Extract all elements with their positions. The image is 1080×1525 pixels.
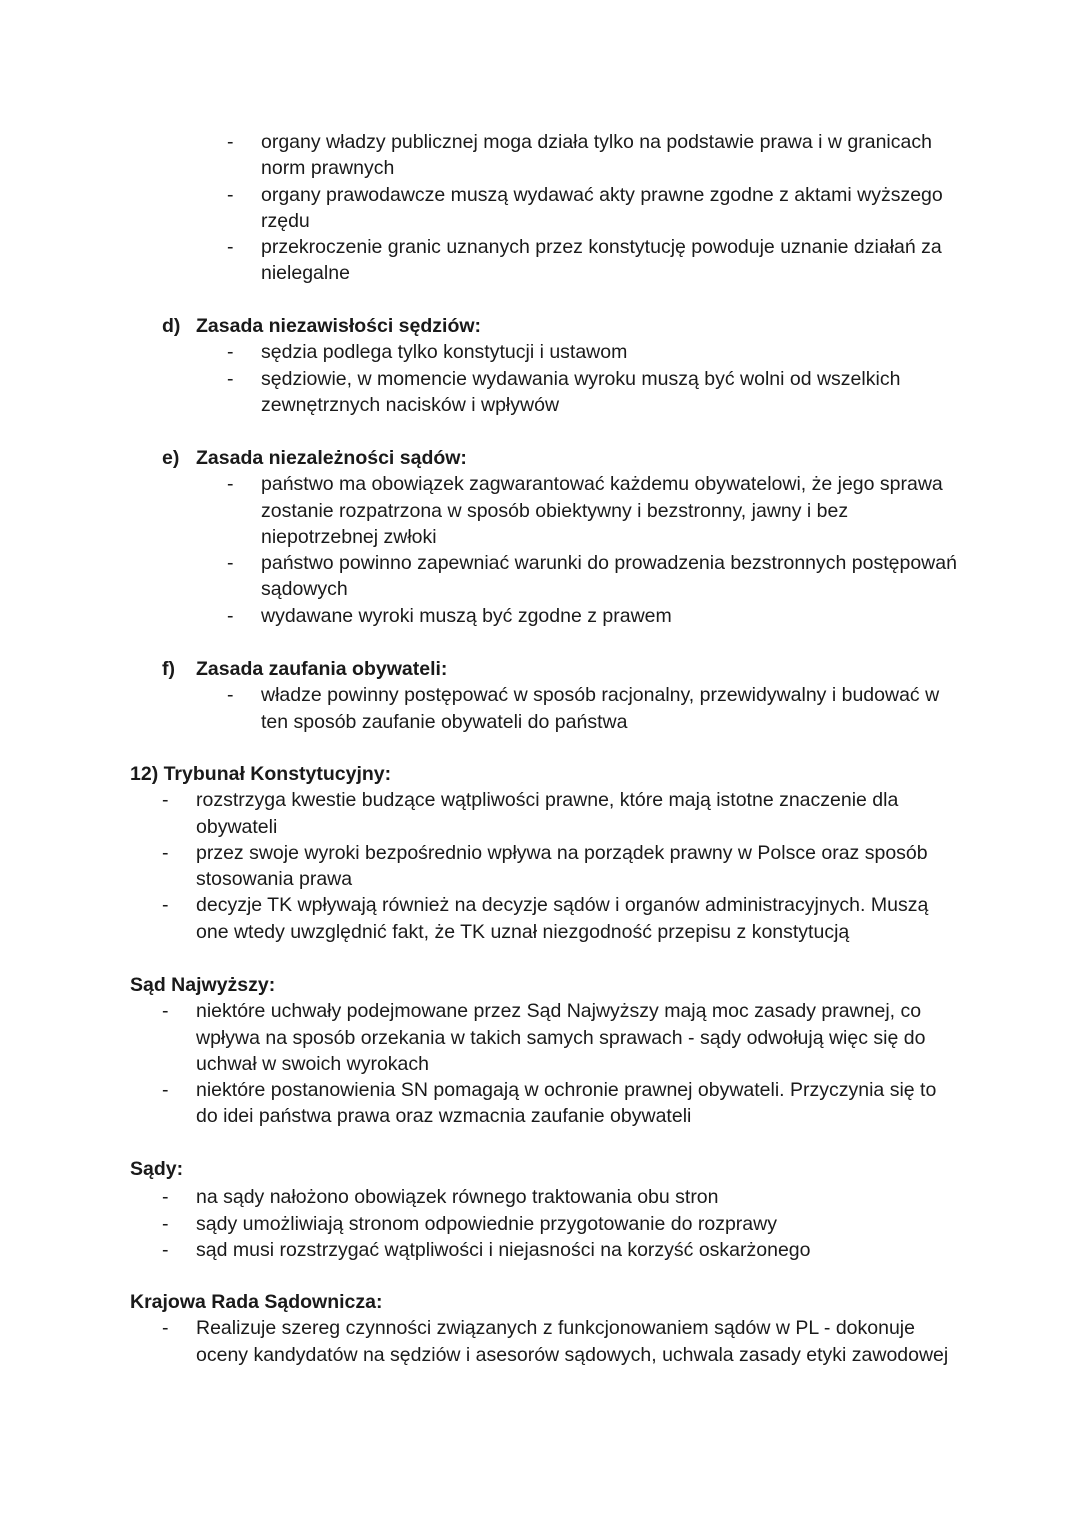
list-item bbox=[0, 840, 1080, 893]
list-item-text: wydawane wyroki muszą być zgodne z prawem bbox=[261, 604, 672, 627]
subsection-e bbox=[0, 445, 1080, 629]
list-item bbox=[0, 603, 1080, 629]
section-krs bbox=[0, 1289, 1080, 1368]
list-item bbox=[0, 182, 1080, 235]
bullet-dash: - bbox=[162, 789, 169, 812]
subsection-heading bbox=[0, 656, 1080, 682]
section-title: 12) Trybunał Konstytucyjny: bbox=[130, 763, 392, 785]
bullet-dash: - bbox=[162, 1000, 169, 1023]
bullet-dash: - bbox=[227, 131, 234, 153]
section-title: Krajowa Rada Sądownicza: bbox=[130, 1291, 383, 1313]
bullet-dash: - bbox=[162, 1238, 169, 1261]
bullet-dash: - bbox=[162, 1317, 169, 1340]
subsection-heading bbox=[0, 445, 1080, 471]
list-item bbox=[0, 1077, 1080, 1130]
list-item bbox=[0, 366, 1080, 419]
list-item bbox=[0, 1315, 1080, 1368]
list-item-text: państwo powinno zapewniać warunki do prowadzenia bezstronnych postępowań sądowych bbox=[261, 552, 957, 601]
list-item-text: władze powinny postępować w sposób racjonalny, przewidywalny i budować w ten sposób zaufanie obywateli do państwa bbox=[261, 684, 940, 733]
bullet-dash: - bbox=[162, 1079, 169, 1102]
bullet-dash: - bbox=[162, 894, 169, 917]
bullet-dash: - bbox=[227, 552, 234, 575]
subsection-letter: f) bbox=[162, 658, 175, 680]
bullet-dash: - bbox=[227, 473, 234, 496]
list-item bbox=[0, 787, 1080, 840]
section-sad-najwyzszy bbox=[0, 972, 1080, 1130]
bullet-dash: - bbox=[162, 841, 169, 864]
bullet-dash: - bbox=[227, 367, 234, 390]
list-item-text: organy prawodawcze muszą wydawać akty prawne zgodne z aktami wyższego rzędu bbox=[261, 183, 943, 232]
section-trybunal bbox=[0, 761, 1080, 945]
subsection-f bbox=[0, 656, 1080, 735]
bullet-dash: - bbox=[227, 341, 234, 364]
list-item bbox=[0, 339, 1080, 365]
list-item bbox=[0, 1211, 1080, 1237]
list-item bbox=[0, 234, 1080, 287]
list-item-text: sąd musi rozstrzygać wątpliwości i niejasności na korzyść oskarżonego bbox=[196, 1238, 811, 1261]
list-item-text: decyzje TK wpływają również na decyzje sądów i organów administracyjnych. Muszą one wtedy uwzględnić fakt, że TK uznał niezgodność przepisu z konstytucją bbox=[196, 894, 929, 943]
bullet-dash: - bbox=[162, 1186, 169, 1209]
subsection-title: Zasada niezależności sądów: bbox=[196, 447, 467, 469]
list-item bbox=[0, 892, 1080, 945]
list-item-text: Realizuje szereg czynności związanych z funkcjonowaniem sądów w PL - dokonuje oceny kandydatów na sędziów i asesorów sądowych, uchwala zasady etyki zawodowej bbox=[196, 1317, 949, 1366]
section-title: Sądy: bbox=[130, 1158, 184, 1180]
intro-bullet-list bbox=[0, 129, 1080, 287]
bullet-dash: - bbox=[227, 684, 234, 707]
bullet-dash: - bbox=[227, 236, 234, 259]
bullet-dash: - bbox=[227, 183, 234, 206]
list-item bbox=[0, 471, 1080, 550]
subsection-d bbox=[0, 313, 1080, 418]
subsection-heading bbox=[0, 313, 1080, 339]
list-item-text: przez swoje wyroki bezpośrednio wpływa na porządek prawny w Polsce oraz sposób stosowania prawa bbox=[196, 841, 928, 891]
list-item bbox=[0, 1237, 1080, 1263]
bullet-dash: - bbox=[227, 604, 234, 627]
list-item-text: niektóre uchwały podejmowane przez Sąd Najwyższy mają moc zasady prawnej, co wpływa na sposób orzekania w takich samych sprawach - sądy odwołują więc się do uchwał w swoich wyrokach bbox=[196, 1000, 926, 1075]
list-item-text: sędziowie, w momencie wydawania wyroku muszą być wolni od wszelkich zewnętrznych nacisków i wpływów bbox=[261, 367, 901, 416]
subsection-letter: d) bbox=[162, 315, 181, 337]
subsection-title: Zasada niezawisłości sędziów: bbox=[196, 315, 482, 337]
list-item-text: sędzia podlega tylko konstytucji i ustawom bbox=[261, 341, 628, 364]
list-item bbox=[0, 550, 1080, 603]
list-item-text: państwo ma obowiązek zagwarantować każdemu obywatelowi, że jego sprawa zostanie rozpatrzona w sposób obiektywny i bezstronny, jawny i bez niepotrzebnej zwłoki bbox=[261, 473, 943, 548]
subsection-title: Zasada zaufania obywateli: bbox=[196, 658, 448, 680]
bullet-dash: - bbox=[162, 1212, 169, 1235]
list-item bbox=[0, 129, 1080, 182]
list-item-text: organy władzy publicznej moga działa tylko na podstawie prawa i w granicach norm prawnych bbox=[261, 131, 932, 180]
section-sady bbox=[0, 1156, 1080, 1263]
list-item bbox=[0, 998, 1080, 1077]
list-item bbox=[0, 1184, 1080, 1210]
list-item bbox=[0, 682, 1080, 735]
list-item-text: sądy umożliwiają stronom odpowiednie przygotowanie do rozprawy bbox=[196, 1212, 777, 1235]
section-title: Sąd Najwyższy: bbox=[130, 974, 276, 996]
list-item-text: na sądy nałożono obowiązek równego traktowania obu stron bbox=[196, 1186, 719, 1209]
subsection-letter: e) bbox=[162, 447, 180, 469]
list-item-text: przekroczenie granic uznanych przez konstytucję powoduje uznanie działań za nielegalne bbox=[261, 236, 942, 285]
list-item-text: rozstrzyga kwestie budzące wątpliwości prawne, które mają istotne znaczenie dla obywateli bbox=[196, 789, 899, 838]
list-item-text: niektóre postanowienia SN pomagają w ochronie prawnej obywateli. Przyczynia się to do idei państwa prawa oraz wzmacnia zaufanie obywateli bbox=[196, 1079, 937, 1128]
